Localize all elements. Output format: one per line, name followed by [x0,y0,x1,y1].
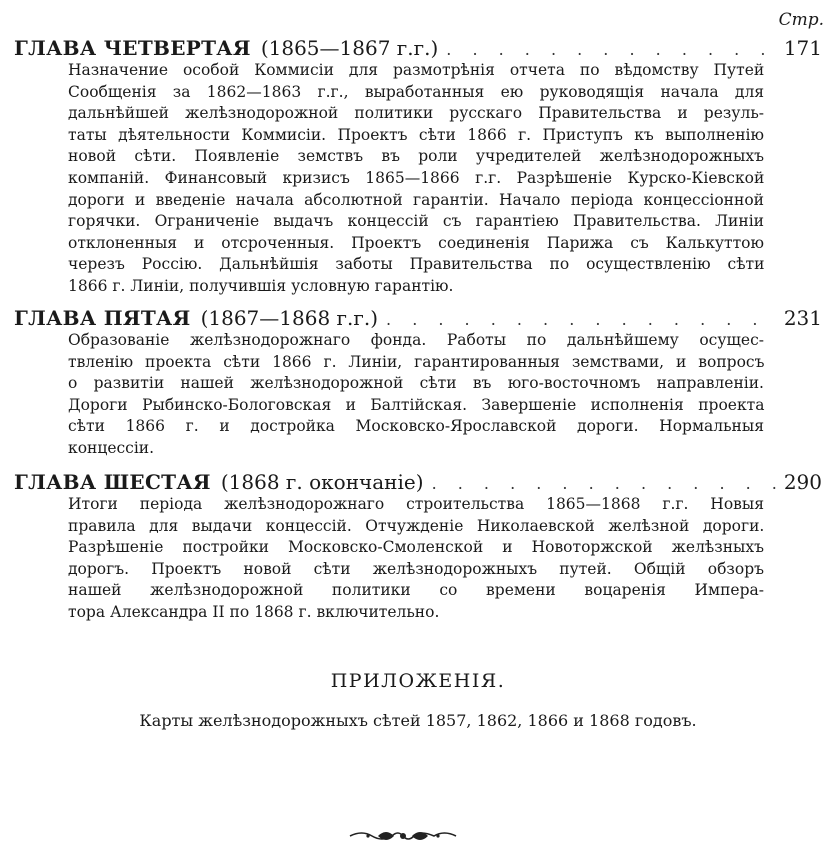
summary-line: концессiи. [68,438,155,457]
summary-line: 1866 г. Линiи, получившiя условную гарантiю. [68,276,454,295]
chapter-summary [68,330,764,460]
chapter-summary [68,494,764,624]
summary-line: горячки. Ограниченiе выдачъ концессiй съ гарантiею Правительства. Линiи [68,212,764,231]
summary-line: тора Александра II по 1868 г. включительно. [68,602,440,621]
chapter-entry-6 [14,470,822,624]
chapter-heading [14,36,822,60]
summary-line: Итоги перiода желѣзнодорожнаго строительства 1865—1868 г.г. Новыя [68,495,764,513]
summary-line: таты дѣятельности Коммисiи. Проектъ сѣти 1866 г. Приступъ къ выполненiю [68,125,764,144]
chapter-page-number: 231 [783,306,822,330]
summary-line: Дороги Рыбинско-Бологовская и Балтiйская. Завершенiе исполненiя проекта [68,395,765,414]
dot-leader [432,474,776,493]
dot-leader [386,310,776,329]
chapter-years: (1867—1868 г.г.) [200,306,379,330]
chapter-title: ГЛАВА ЧЕТВЕРТАЯ [14,36,251,60]
appendix-entry: Карты желѣзнодорожныхъ сѣтей 1857, 1862, 1866 и 1868 годовъ. [139,711,697,730]
chapter-years: (1868 г. окончанiе) [220,470,424,494]
summary-line: сѣти 1866 г. и достройка Московско-Ярославской дороги. Нормальныя [68,417,764,436]
summary-line: правила для выдачи концессiй. Отчужденiе Николаевской желѣзной дороги. [68,516,765,535]
chapter-page-number: 290 [783,470,822,494]
appendix-heading: ПРИЛОЖЕНIЯ. [330,670,506,692]
summary-line: компанiй. Финансовый кризисъ 1865—1866 г.г. Разрѣшенiе Курско-Кiевской [68,168,765,187]
chapter-title: ГЛАВА ПЯТАЯ [14,306,191,330]
chapter-entry-5 [14,306,822,460]
summary-line: Разрѣшенiе постройки Московско-Смоленской и Новоторжской желѣзныхъ [68,538,764,557]
chapter-summary [68,60,764,298]
summary-line: новой сѣти. Появленiе земствъ въ роли учредителей желѣзнодорожныхъ [68,147,764,166]
chapter-title: ГЛАВА ШЕСТАЯ [14,470,211,494]
chapter-heading [14,306,822,330]
chapter-heading [14,470,822,494]
summary-line: дороги и введенiе начала абсолютной гарантiи. Начало перiода концессiонной [68,190,764,209]
summary-line: твленiю проекта сѣти 1866 г. Линiи, гарантированныя земствами, и вопросъ [68,352,765,371]
dot-leader [446,40,776,59]
summary-line: дальнѣйшей желѣзнодорожной политики русскаго Правительства и резуль- [68,104,764,123]
summary-line: черезъ Россiю. Дальнѣйшiя заботы Правительства по осуществленiю сѣти [68,255,765,274]
chapter-years: (1865—1867 г.г.) [260,36,439,60]
chapter-entry-4 [14,36,822,298]
summary-line: дорогъ. Проектъ новой сѣти желѣзнодорожныхъ путей. Общiй обзоръ [68,559,764,578]
summary-line: отклоненныя и отсроченныя. Проектъ соединенiя Парижа съ Калькуттою [68,233,764,252]
summary-line: Сообщенiя за 1862—1863 г.г., выработанныя ею руководящiя начала для [68,82,765,101]
page-column-label: Стр. [778,10,824,30]
summary-line: о развитiи нашей желѣзнодорожной сѣти въ юго-восточномъ направленiи. [68,374,764,393]
summary-line: Назначение особой Коммисiи для размотрѣнiя отчета по вѣдомству Путей [68,61,765,79]
summary-line: Образованiе желѣзнодорожнаго фонда. Работы по дальнѣйшему осущес- [68,331,764,349]
ornament-icon [348,826,458,846]
summary-line: нашей желѣзнодорожной политики со времени воцаренiя Импера- [68,581,764,600]
chapter-page-number: 171 [783,36,822,60]
